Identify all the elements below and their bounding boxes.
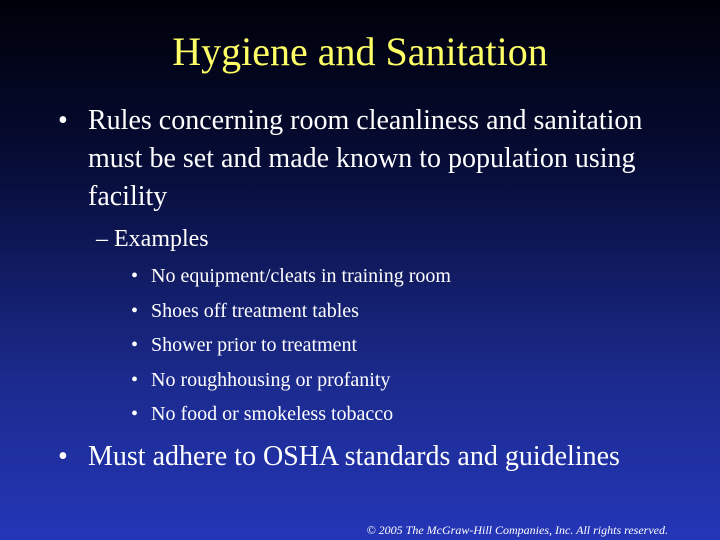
bullet-symbol: • xyxy=(131,334,139,356)
bullet-rules xyxy=(58,102,658,216)
bullet-symbol: • xyxy=(58,441,68,472)
example-text: No equipment/cleats in training room xyxy=(151,265,451,287)
bullet-symbol: • xyxy=(131,368,139,391)
examples-list xyxy=(131,259,451,432)
example-text: No roughhousing or profanity xyxy=(151,368,391,391)
bullet-osha xyxy=(58,438,658,476)
bullet-symbol: • xyxy=(131,299,139,322)
example-text: Shoes off treatment tables xyxy=(151,299,359,322)
bullet-text: Rules concerning room cleanliness and sanitation must be set and made known to population using facility xyxy=(88,105,643,212)
list-item xyxy=(131,328,451,363)
sub-bullet-text: Examples xyxy=(114,226,209,252)
list-item xyxy=(131,259,451,294)
sub-bullet-examples xyxy=(96,222,209,256)
bullet-symbol: • xyxy=(131,403,139,425)
bullet-symbol: • xyxy=(58,105,68,136)
example-text: Shower prior to treatment xyxy=(151,334,358,356)
bullet-text: Must adhere to OSHA standards and guidelines xyxy=(88,441,620,472)
example-text: No food or smokeless tobacco xyxy=(151,403,394,425)
list-item xyxy=(131,363,451,398)
slide-title: Hygiene and Sanitation xyxy=(172,29,548,74)
sub-bullet-symbol: – xyxy=(96,226,108,252)
list-item xyxy=(131,294,451,329)
bullet-symbol: • xyxy=(131,265,139,287)
copyright-footer: © 2005 The McGraw-Hill Companies, Inc. All rights reserved. xyxy=(366,523,668,537)
list-item xyxy=(131,397,451,432)
